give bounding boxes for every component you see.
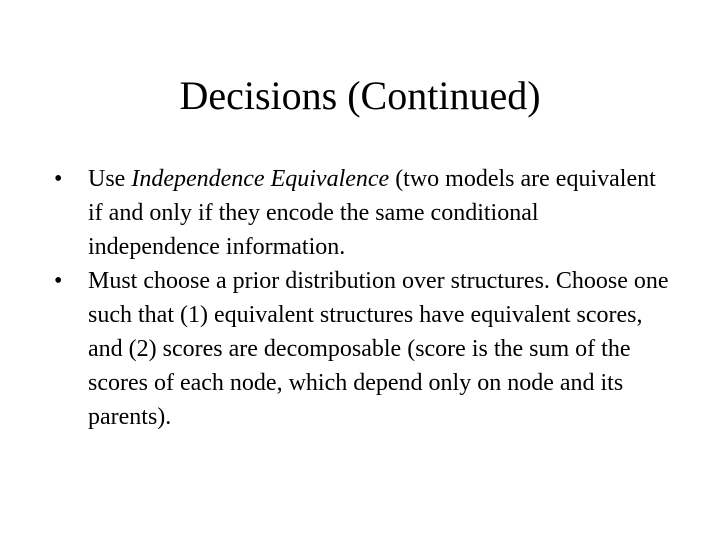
bullet-text-suffix: (two models are equivalent if and only if they encode the same conditional independence information. (88, 166, 656, 260)
bullet-text: Must choose a prior distribution over structures. Choose one such that (1) equivalent structures have equivalent scores, and (2) scores are decomposable (score is the sum of the scores of each node, which depend only on node and its parents). (88, 268, 669, 430)
bullet-item-prior-distribution (54, 264, 674, 434)
bullet-text-prefix: Use (88, 166, 132, 192)
slide-title: Decisions (Continued) (179, 73, 541, 118)
bullet-dot-icon: • (54, 268, 63, 294)
bullet-item-independence-equivalence (54, 162, 674, 264)
bullet-list (54, 162, 674, 434)
bullet-text-emphasis: Independence Equivalence (131, 166, 390, 192)
bullet-dot-icon: • (54, 166, 63, 192)
